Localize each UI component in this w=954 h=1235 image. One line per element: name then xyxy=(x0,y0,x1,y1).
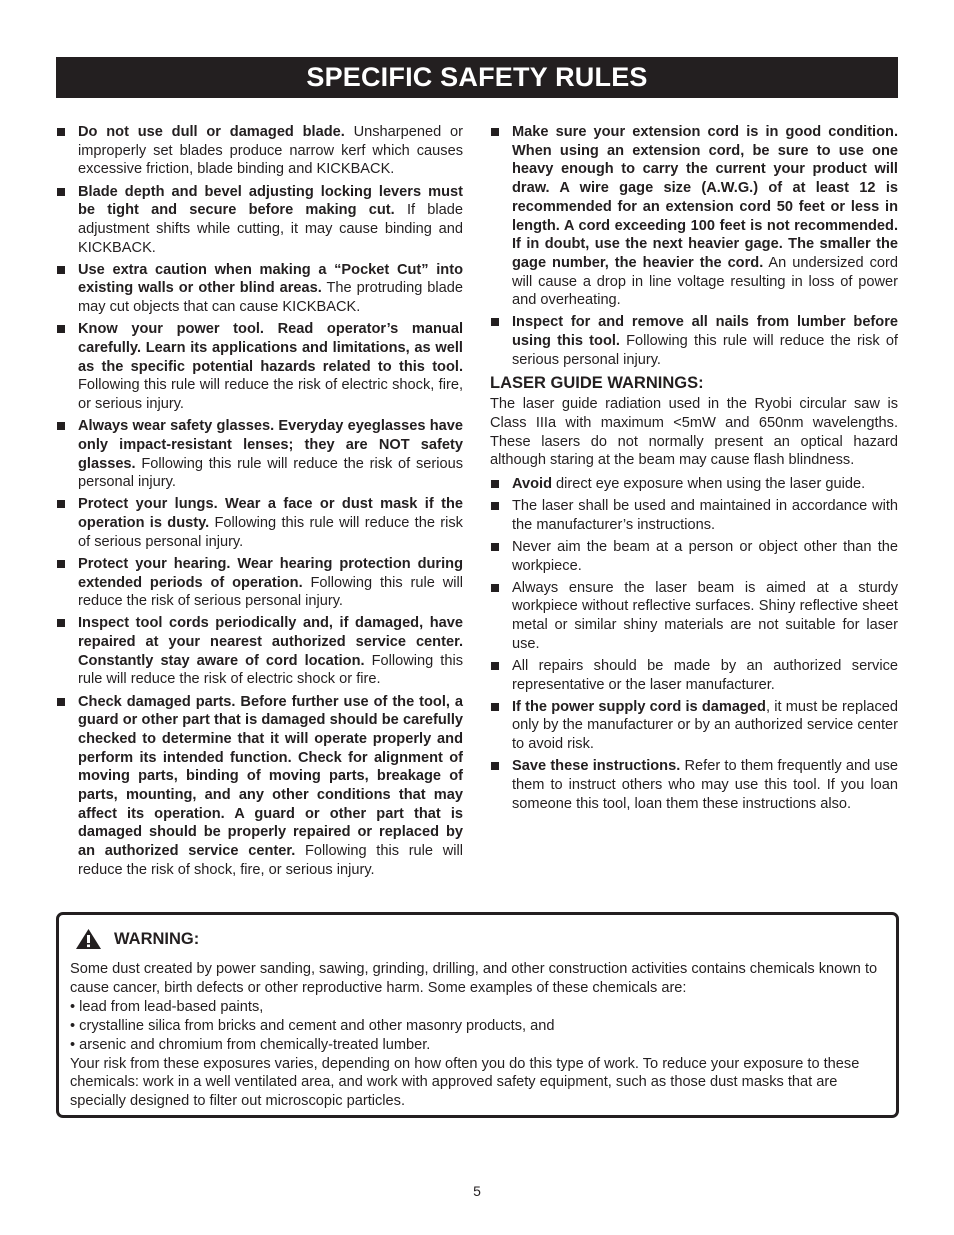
rule-heading: If the power supply cord is damaged xyxy=(512,698,766,715)
rule-text: Refer to them frequently and use them to instruct others who may use this tool. If you loan someone this tool, loan them these instructions also. xyxy=(512,758,898,812)
rule-text: Never aim the beam at a person or object other than the workpiece. xyxy=(512,538,898,574)
square-bullet-icon xyxy=(491,318,499,326)
warning-title-row xyxy=(75,928,199,950)
rule-text: An undersized cord will cause a drop in line voltage resulting in loss of power and overheating. xyxy=(512,254,898,309)
rule-heading: Always wear safety glasses. Everyday eyeglasses have only impact-resistant lenses; they are NOT safety glasses. xyxy=(78,418,463,472)
square-bullet-icon xyxy=(491,662,499,670)
laser-rule-list xyxy=(490,475,898,813)
square-bullet-icon xyxy=(491,480,499,488)
rule-heading: Know your power tool. Read operator’s manual carefully. Learn its applications and limitations, as well as the specific potential hazards related to this tool. xyxy=(78,321,463,375)
rule-heading: Save these instructions. xyxy=(512,758,681,775)
rule-text: Following this rule will reduce the risk of serious personal injury. xyxy=(78,455,463,491)
rule-heading: Protect your lungs. Wear a face or dust mask if the operation is dusty. xyxy=(78,496,463,532)
warning-title: WARNING: xyxy=(114,929,200,948)
safety-rule xyxy=(56,183,463,258)
rule-text: Unsharpened or improperly set blades produce narrow kerf which causes excessive friction, blade binding and KICKBACK. xyxy=(78,124,463,178)
square-bullet-icon xyxy=(57,266,65,274)
laser-rule xyxy=(490,475,898,494)
square-bullet-icon xyxy=(57,500,65,508)
safety-rule xyxy=(56,555,463,611)
square-bullet-icon xyxy=(491,502,499,510)
rule-text: If blade adjustment shifts while cutting, it may cause binding and KICKBACK. xyxy=(78,202,463,256)
left-column xyxy=(56,123,463,883)
square-bullet-icon xyxy=(57,619,65,627)
square-bullet-icon xyxy=(57,325,65,333)
rule-heading: Blade depth and bevel adjusting locking levers must be tight and secure before making cut. xyxy=(78,183,463,219)
rule-text: Following this rule will reduce the risk of electric shock or fire. xyxy=(78,652,464,688)
safety-rule xyxy=(490,313,898,369)
laser-rule xyxy=(490,698,898,754)
warning-body xyxy=(70,960,890,1111)
warning-list-item: • crystalline silica from bricks and cement and other masonry products, and xyxy=(70,1017,555,1034)
safety-rule xyxy=(56,417,463,492)
warning-box xyxy=(56,912,899,1118)
square-bullet-icon xyxy=(57,128,65,136)
square-bullet-icon xyxy=(57,560,65,568)
rule-heading: Avoid xyxy=(512,476,552,493)
safety-rule xyxy=(56,320,463,414)
square-bullet-icon xyxy=(491,703,499,711)
rule-heading: Make sure your extension cord is in good condition. When using an extension cord, be sure to use one heavy enough to carry the current your product will draw. A wire gage size (A.W.G.) of at least 12 is recommended for an extension cord 50 feet or less in length. A cord exceeding 100 feet is not recommended. If in doubt, use the next heavier gage. The smaller the gage number, the heavier the cord. xyxy=(512,124,898,271)
section-header xyxy=(56,57,898,98)
warning-list-item: • arsenic and chromium from chemically-treated lumber. xyxy=(70,1036,431,1053)
safety-rule xyxy=(56,693,463,880)
safety-rule xyxy=(56,495,463,551)
laser-rule xyxy=(490,579,898,654)
laser-rule xyxy=(490,757,898,813)
rule-text: Following this rule will reduce the risk of shock, fire, or serious injury. xyxy=(78,843,463,878)
page-title: SPECIFIC SAFETY RULES xyxy=(306,62,648,92)
rule-heading: Check damaged parts. Before further use of the tool, a guard or other part that is damaged should be carefully checked to determine that it will operate properly and perform its intended function. Check for alignment of moving parts, binding of moving parts, breakage of parts, mounting, and any other conditions that may affect its operation. A guard or other part that is damaged should be properly repaired or replaced by an authorized service center. xyxy=(78,693,463,860)
rule-heading: Use extra caution when making a “Pocket Cut” into existing walls or other blind areas. xyxy=(78,261,463,297)
rule-text: All repairs should be made by an authorized service representative or the laser manufacturer. xyxy=(512,657,898,693)
safety-rule-list xyxy=(490,123,898,370)
rule-text: Always ensure the laser beam is aimed at a sturdy workpiece without reflective surfaces. Shiny reflective sheet metal or similar shiny materials are not suitable for laser use. xyxy=(512,579,898,652)
rule-heading: Inspect tool cords periodically and, if damaged, have repaired at your nearest authorized service center. Constantly stay aware of cord location. xyxy=(78,615,463,669)
page-number: 5 xyxy=(473,1183,481,1199)
square-bullet-icon xyxy=(57,422,65,430)
rule-heading: Protect your hearing. Wear hearing protection during extended periods of operation. xyxy=(78,555,463,591)
right-column xyxy=(490,123,898,817)
square-bullet-icon xyxy=(57,698,65,706)
warning-list-item: • lead from lead-based paints, xyxy=(70,998,264,1015)
laser-rule xyxy=(490,657,898,694)
rule-text: direct eye exposure when using the laser guide. xyxy=(552,476,866,493)
rule-text: Following this rule will reduce the risk of serious personal injury. xyxy=(78,574,463,610)
safety-rule xyxy=(56,261,463,317)
safety-rule xyxy=(56,614,463,689)
square-bullet-icon xyxy=(491,128,499,136)
rule-text: , it must be replaced only by the manufacturer or by an authorized service center to avoid risk. xyxy=(512,698,898,753)
rule-heading: Do not use dull or damaged blade. xyxy=(78,124,345,140)
square-bullet-icon xyxy=(491,584,499,592)
safety-rule-list xyxy=(56,123,463,880)
laser-section-heading: LASER GUIDE WARNINGS: xyxy=(490,373,704,392)
rule-text: Following this rule will reduce the risk of serious personal injury. xyxy=(512,333,898,368)
rule-text: Following this rule will reduce the risk of electric shock, fire, or serious injury. xyxy=(78,377,463,413)
warning-intro: Some dust created by power sanding, sawing, grinding, drilling, and other construction activities contains chemicals known to cause cancer, birth defects or other reproductive harm. Some examples of these chemicals are: xyxy=(70,961,878,996)
warning-closing: Your risk from these exposures varies, depending on how often you do this type of work. To reduce your exposure to these chemicals: work in a well ventilated area, and work with approved safety equipment, such as those dust masks that are specially designed to filter out microscopic particles. xyxy=(70,1055,860,1110)
square-bullet-icon xyxy=(491,762,499,770)
rule-text: The protruding blade may cut objects that can cause KICKBACK. xyxy=(78,280,463,316)
laser-intro-paragraph: The laser guide radiation used in the Ryobi circular saw is Class IIIa with maximum <5mW and 650nm wavelengths. These lasers do not normally present an optical hazard although staring at the beam may cause flash blindness. xyxy=(490,396,898,469)
laser-rule xyxy=(490,497,898,534)
warning-triangle-icon xyxy=(75,928,102,950)
safety-rule xyxy=(490,123,898,310)
square-bullet-icon xyxy=(57,188,65,196)
laser-rule xyxy=(490,538,898,575)
safety-rule xyxy=(56,123,463,179)
square-bullet-icon xyxy=(491,543,499,551)
rule-heading: Inspect for and remove all nails from lumber before using this tool. xyxy=(512,314,898,350)
rule-text: The laser shall be used and maintained in accordance with the manufacturer’s instructions. xyxy=(512,498,898,533)
rule-text: Following this rule will reduce the risk of serious personal injury. xyxy=(78,515,463,550)
